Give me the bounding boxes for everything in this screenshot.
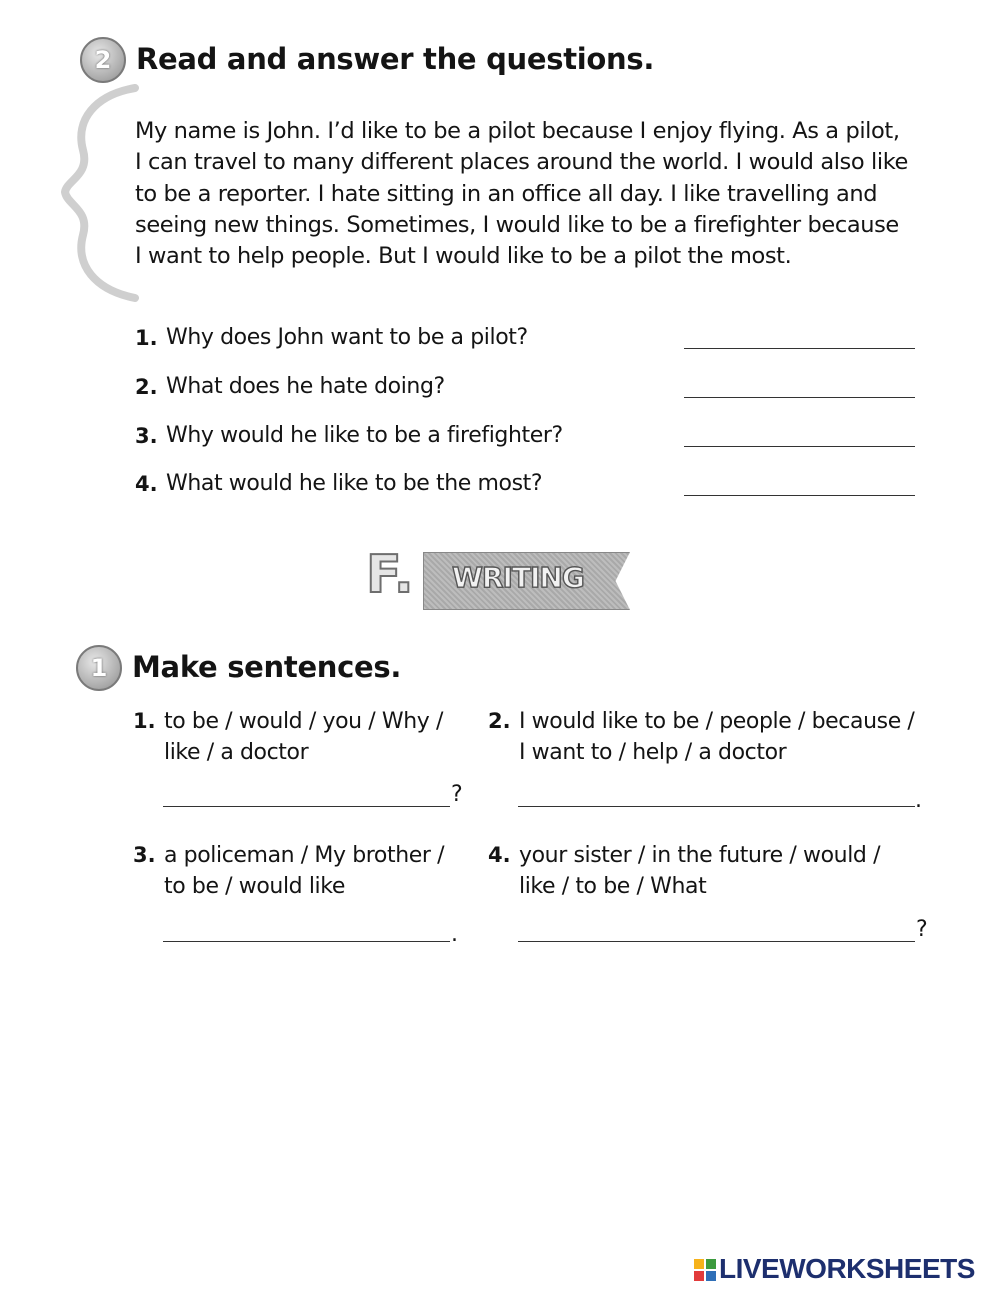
question-1-number: 1. bbox=[135, 326, 158, 350]
item-2-answer-line[interactable] bbox=[518, 806, 915, 807]
section-1-number-badge bbox=[76, 645, 122, 691]
logo-square bbox=[694, 1259, 704, 1269]
question-3-text: Why would he like to be a firefighter? bbox=[166, 423, 563, 448]
passage-line: I can travel to many different places around the world. I would also like bbox=[135, 149, 908, 176]
section-1-title: Make sentences. bbox=[132, 650, 402, 684]
decorative-bracket bbox=[55, 80, 145, 305]
passage-line: seeing new things. Sometimes, I would like to be a firefighter because bbox=[135, 211, 899, 238]
item-1-line-2: like / a doctor bbox=[164, 740, 309, 765]
question-2-text: What does he hate doing? bbox=[166, 374, 445, 399]
item-2-end-punct: . bbox=[915, 788, 922, 813]
logo-square bbox=[706, 1271, 716, 1281]
section-2-number: 2 bbox=[94, 46, 112, 74]
question-4-text: What would he like to be the most? bbox=[166, 471, 543, 496]
item-3-prompt bbox=[164, 840, 444, 902]
answer-1-line[interactable] bbox=[684, 348, 915, 349]
item-1-line-1: to be / would / you / Why / bbox=[164, 709, 443, 734]
answer-4-line[interactable] bbox=[684, 495, 915, 496]
item-4-answer-line[interactable] bbox=[518, 941, 915, 942]
writing-banner-label: WRITING bbox=[452, 561, 584, 594]
logo-square bbox=[694, 1271, 704, 1281]
liveworksheets-brand[interactable]: LIVEWORKSHEETS bbox=[719, 1253, 975, 1284]
item-2-number: 2. bbox=[488, 709, 511, 733]
reading-passage bbox=[135, 116, 925, 272]
item-2-line-2: I want to / help / a doctor bbox=[519, 740, 787, 765]
section-1-number: 1 bbox=[90, 654, 108, 682]
question-3-number: 3. bbox=[135, 424, 158, 448]
item-3-answer-line[interactable] bbox=[163, 941, 450, 942]
passage-line: I want to help people. But I would like to be a pilot the most. bbox=[135, 243, 792, 270]
question-4-number: 4. bbox=[135, 472, 158, 496]
item-1-answer-line[interactable] bbox=[163, 806, 450, 807]
item-2-prompt bbox=[519, 706, 914, 768]
item-3-line-2: to be / would like bbox=[164, 874, 345, 899]
item-1-number: 1. bbox=[133, 709, 156, 733]
passage-line: to be a reporter. I hate sitting in an office all day. I like travelling and bbox=[135, 180, 878, 207]
item-1-prompt bbox=[164, 706, 443, 768]
liveworksheets-logo-icon bbox=[694, 1259, 716, 1281]
section-2-number-badge bbox=[80, 37, 126, 83]
question-1-text: Why does John want to be a pilot? bbox=[166, 325, 528, 350]
item-4-line-1: your sister / in the future / would / bbox=[519, 843, 881, 868]
item-3-line-1: a policeman / My brother / bbox=[164, 843, 445, 868]
logo-square bbox=[706, 1259, 716, 1269]
item-4-end-punct: ? bbox=[916, 917, 928, 942]
answer-2-line[interactable] bbox=[684, 397, 915, 398]
item-3-end-punct: . bbox=[451, 922, 458, 947]
item-1-end-punct: ? bbox=[451, 782, 463, 807]
section-2-title: Read and answer the questions. bbox=[136, 42, 655, 76]
section-letter: F. bbox=[366, 545, 414, 605]
item-3-number: 3. bbox=[133, 843, 156, 867]
item-2-line-1: I would like to be / people / because / bbox=[519, 709, 915, 734]
answer-3-line[interactable] bbox=[684, 446, 915, 447]
item-4-line-2: like / to be / What bbox=[519, 874, 707, 899]
item-4-prompt bbox=[519, 840, 880, 902]
question-2-number: 2. bbox=[135, 375, 158, 399]
passage-line: My name is John. I’d like to be a pilot because I enjoy flying. As a pilot, bbox=[135, 118, 900, 144]
item-4-number: 4. bbox=[488, 843, 511, 867]
